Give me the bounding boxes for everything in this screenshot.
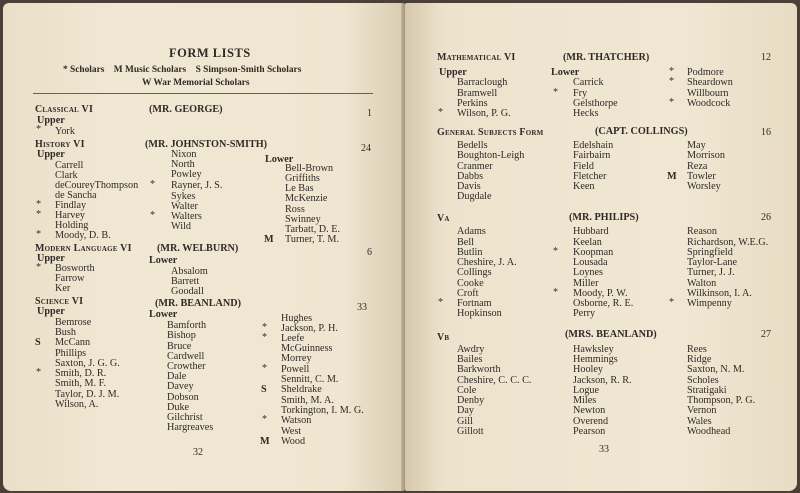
science-name: Dale (167, 371, 187, 382)
va-name: Hopkinson (457, 308, 502, 319)
scholar-mark: * (63, 65, 68, 75)
science-lower: Lower (149, 309, 178, 320)
mathematical-upper: Upper (439, 67, 467, 78)
vb-name: Bailes (457, 354, 483, 365)
va-name: Hubbard (573, 226, 609, 237)
science-name: Bemrose (55, 317, 92, 328)
science-upper: Upper (37, 306, 65, 317)
vb-name: Gillott (457, 426, 484, 437)
science-name: Crowther (167, 361, 206, 372)
va-name: Wimpenny (687, 298, 732, 309)
va-name: Koopman (573, 247, 614, 258)
general-name: Dabbs (457, 171, 484, 182)
science-name: Hughes (281, 313, 313, 324)
va-name: Cooke (457, 278, 484, 289)
vb-name: Hawksley (573, 344, 614, 355)
science-name: Smith, M. A. (281, 395, 334, 406)
page-number-right: 33 (599, 444, 609, 455)
scholar-mark: * (438, 107, 444, 118)
general-page: 16 (761, 127, 771, 138)
form-lists-title: FORM LISTS (169, 46, 251, 60)
mathematical-name: Fry (573, 88, 588, 99)
science-name: McGuinness (281, 343, 333, 354)
vb-name: Jackson, R. R. (573, 375, 632, 386)
general-name: Reza (687, 161, 708, 172)
scholar-mark: * (438, 297, 444, 308)
history-name: Walter (171, 201, 198, 212)
music-mark: M (264, 234, 274, 245)
simpson-mark: S (35, 337, 41, 348)
va-name: Richardson, W.E.G. (687, 237, 769, 248)
history-name: Nixon (171, 149, 197, 160)
history-name: Sykes (171, 191, 196, 202)
history-name: Le Bas (285, 183, 314, 194)
va-name: Miller (573, 278, 599, 289)
music-mark: M (113, 65, 123, 75)
vb-name: Vernon (687, 405, 717, 416)
history-name: deCoureyThompson (55, 180, 139, 191)
header-rule (33, 93, 373, 94)
modern-name: Farrow (55, 273, 85, 284)
music-mark: M (260, 436, 270, 447)
va-name: Moody, P. W. (573, 288, 628, 299)
science-name: Powell (281, 364, 310, 375)
key-line-1 (63, 65, 301, 76)
classical-heading: Classical VI (35, 104, 94, 115)
scholar-mark: * (262, 322, 268, 333)
history-name: North (171, 159, 195, 170)
modern-heading: Modern Language VI (35, 243, 132, 254)
general-heading: General Subjects Form (437, 127, 544, 138)
history-name: Turner, T. M. (285, 234, 340, 245)
history-name: Griffiths (285, 173, 320, 184)
mathematical-lower: Lower (551, 67, 580, 78)
mathematical-name: Sheardown (687, 77, 733, 88)
mathematical-name: Barraclough (457, 77, 508, 88)
science-master: (MR. BEANLAND) (155, 298, 242, 309)
history-name: Findlay (55, 200, 87, 211)
science-name: McCann (55, 337, 91, 348)
classical-star: * (36, 124, 42, 135)
vb-name: Newton (573, 405, 606, 416)
science-name: Cardwell (167, 351, 205, 362)
vb-name: Cheshire, C. C. C. (457, 375, 532, 386)
general-name: Bedells (457, 140, 488, 151)
vb-name: Barkworth (457, 364, 501, 375)
science-heading: Science VI (35, 296, 84, 307)
modern-name: Absalom (171, 266, 208, 277)
history-name: Walters (171, 211, 202, 222)
va-master: (MR. PHILIPS) (569, 212, 639, 223)
left-page (3, 3, 405, 491)
science-name: Sennitt, C. M. (281, 374, 339, 385)
va-name: Turner, J. J. (687, 267, 735, 278)
scholar-mark: * (36, 367, 42, 378)
scholar-mark: * (669, 297, 675, 308)
vb-name: Thompson, P. G. (687, 395, 756, 406)
va-name: Taylor-Lane (687, 257, 737, 268)
key-music: Music Scholars (125, 65, 187, 75)
history-name: de Sancha (55, 190, 97, 201)
general-name: Boughton-Leigh (457, 150, 525, 161)
simpson-mark: S (195, 65, 201, 75)
scholar-mark: * (553, 87, 559, 98)
science-name: Wood (281, 436, 306, 447)
mathematical-name: Perkins (457, 98, 488, 109)
va-name: Walton (687, 278, 717, 289)
history-heading: History VI (35, 139, 85, 150)
vb-name: Denby (457, 395, 485, 406)
science-name: Bishop (167, 330, 196, 341)
vb-name: Cole (457, 385, 477, 396)
science-name: West (281, 426, 302, 437)
mathematical-name: Podmore (687, 67, 724, 78)
va-heading: Va (437, 213, 450, 224)
science-name: Leefe (281, 333, 305, 344)
general-name: May (687, 140, 706, 151)
vb-name: Rees (687, 344, 707, 355)
science-name: Davey (167, 381, 194, 392)
va-name: Keelan (573, 237, 602, 248)
science-name: Bruce (167, 341, 192, 352)
modern-name: Goodall (171, 286, 204, 297)
scholar-mark: * (553, 287, 559, 298)
history-name: Swinney (285, 214, 321, 225)
mathematical-master: (MR. THATCHER) (563, 52, 650, 63)
mathematical-name: Gelsthorpe (573, 98, 618, 109)
general-master: (CAPT. COLLINGS) (595, 126, 688, 137)
science-name: Smith, D. R. (55, 368, 107, 379)
mathematical-name: Woodcock (687, 98, 731, 109)
history-name: Wild (171, 221, 191, 232)
vb-name: Ridge (687, 354, 712, 365)
vb-name: Stratigaki (687, 385, 727, 396)
music-mark: M (667, 171, 677, 182)
science-name: Wilson, A. (55, 399, 99, 410)
general-name: Keen (573, 181, 595, 192)
va-name: Fortnam (457, 298, 492, 309)
vb-name: Awdry (457, 344, 485, 355)
general-name: Davis (457, 181, 481, 192)
history-name: Holding (55, 220, 89, 231)
va-name: Reason (687, 226, 717, 237)
vb-name: Overend (573, 416, 609, 427)
va-name: Bell (457, 237, 474, 248)
modern-name: Ker (55, 283, 71, 294)
classical-page: 1 (367, 108, 372, 119)
classical-upper: Upper (37, 115, 65, 126)
general-name: Fletcher (573, 171, 607, 182)
scholar-mark: * (262, 363, 268, 374)
va-name: Croft (457, 288, 479, 299)
mathematical-name: Wilson, P. G. (457, 108, 511, 119)
key-war: War Memorial Scholars (153, 78, 250, 88)
va-name: Loynes (573, 267, 603, 278)
science-name: Hargreaves (167, 422, 214, 433)
vb-name: Woodhead (687, 426, 731, 437)
history-upper: Upper (37, 149, 65, 160)
science-name: Duke (167, 402, 190, 413)
history-name: Rayner, J. S. (171, 180, 223, 191)
va-page: 26 (761, 212, 771, 223)
vb-name: Pearson (573, 426, 606, 437)
history-name: Harvey (55, 210, 85, 221)
mathematical-heading: Mathematical VI (437, 52, 516, 63)
science-name: Morrey (281, 353, 312, 364)
vb-name: Saxton, N. M. (687, 364, 745, 375)
vb-name: Scholes (687, 375, 719, 386)
vb-name: Hooley (573, 364, 603, 375)
vb-name: Hemmings (573, 354, 618, 365)
scholar-mark: * (36, 229, 42, 240)
history-lower: Lower (265, 154, 294, 165)
scholar-mark: * (669, 66, 675, 77)
modern-name: Bosworth (55, 263, 95, 274)
history-name: Moody, D. B. (55, 230, 111, 241)
mathematical-name: Carrick (573, 77, 604, 88)
vb-name: Logue (573, 385, 600, 396)
science-name: Watson (281, 415, 312, 426)
history-name: Tarbatt, D. E. (285, 224, 341, 235)
general-name: Towler (687, 171, 716, 182)
scholar-mark: * (36, 209, 42, 220)
modern-lower: Lower (149, 255, 178, 266)
mathematical-name: Willbourn (687, 88, 729, 99)
va-name: Wilkinson, I. A. (687, 288, 752, 299)
scholar-mark: * (669, 97, 675, 108)
history-name: Clark (55, 170, 78, 181)
vb-heading: Vb (437, 332, 450, 343)
science-name: Dobson (167, 392, 199, 403)
va-name: Osborne, R. E. (573, 298, 634, 309)
science-name: Torkington, I. M. G. (281, 405, 364, 416)
science-name: Smith, M. F. (55, 378, 106, 389)
science-name: Bush (55, 327, 76, 338)
vb-name: Gill (457, 416, 473, 427)
general-name: Worsley (687, 181, 721, 192)
simpson-mark: S (261, 384, 267, 395)
general-name: Edelshain (573, 140, 614, 151)
modern-page: 6 (367, 247, 372, 258)
general-name: Fairbairn (573, 150, 611, 161)
va-name: Adams (457, 226, 486, 237)
key-line-2 (142, 78, 250, 89)
scholar-mark: * (150, 179, 156, 190)
scholar-mark: * (669, 76, 675, 87)
war-mark: W (142, 78, 152, 88)
general-name: Field (573, 161, 594, 172)
va-name: Collings (457, 267, 492, 278)
classical-master: (MR. GEORGE) (149, 104, 223, 115)
key-simpson: Simpson-Smith Scholars (203, 65, 302, 75)
page-number-left: 32 (193, 447, 203, 458)
scholar-mark: * (150, 210, 156, 221)
mathematical-name: Bramwell (457, 88, 498, 99)
vb-name: Wales (687, 416, 712, 427)
history-name: Ross (285, 204, 305, 215)
general-name: Cranmer (457, 161, 493, 172)
mathematical-name: Hecks (573, 108, 599, 119)
general-name: Dugdale (457, 191, 492, 202)
scholar-mark: * (262, 332, 268, 343)
modern-upper: Upper (37, 253, 65, 264)
mathematical-page: 12 (761, 52, 771, 63)
va-name: Perry (573, 308, 596, 319)
history-name: Bell-Brown (285, 163, 334, 174)
history-name: Powley (171, 169, 202, 180)
va-name: Springfield (687, 247, 733, 258)
science-name: Phillips (55, 348, 87, 359)
science-page: 33 (357, 302, 367, 313)
vb-name: Day (457, 405, 474, 416)
modern-name: Barrett (171, 276, 200, 287)
science-name: Jackson, P. H. (281, 323, 338, 334)
va-name: Cheshire, J. A. (457, 257, 517, 268)
history-name: McKenzie (285, 193, 328, 204)
va-name: Butlin (457, 247, 483, 258)
vb-name: Miles (573, 395, 597, 406)
general-name: Morrison (687, 150, 725, 161)
key-scholars: Scholars (70, 65, 105, 75)
science-name: Saxton, J. G. G. (55, 358, 120, 369)
science-name: Gilchrist (167, 412, 203, 423)
scholar-mark: * (262, 414, 268, 425)
science-name: Taylor, D. J. M. (55, 389, 120, 400)
vb-page: 27 (761, 329, 771, 340)
history-name: Carrell (55, 160, 84, 171)
vb-master: (MRS. BEANLAND) (565, 329, 657, 340)
scholar-mark: * (36, 199, 42, 210)
va-name: Lousada (573, 257, 608, 268)
modern-master: (MR. WELBURN) (157, 243, 239, 254)
science-name: Bamforth (167, 320, 207, 331)
scholar-mark: * (553, 246, 559, 257)
scholar-mark: * (36, 262, 42, 273)
history-master: (MR. JOHNSTON-SMITH) (145, 139, 268, 150)
classical-york: York (55, 126, 75, 137)
science-name: Sheldrake (281, 384, 322, 395)
right-page (405, 3, 797, 491)
history-page: 24 (361, 143, 371, 154)
